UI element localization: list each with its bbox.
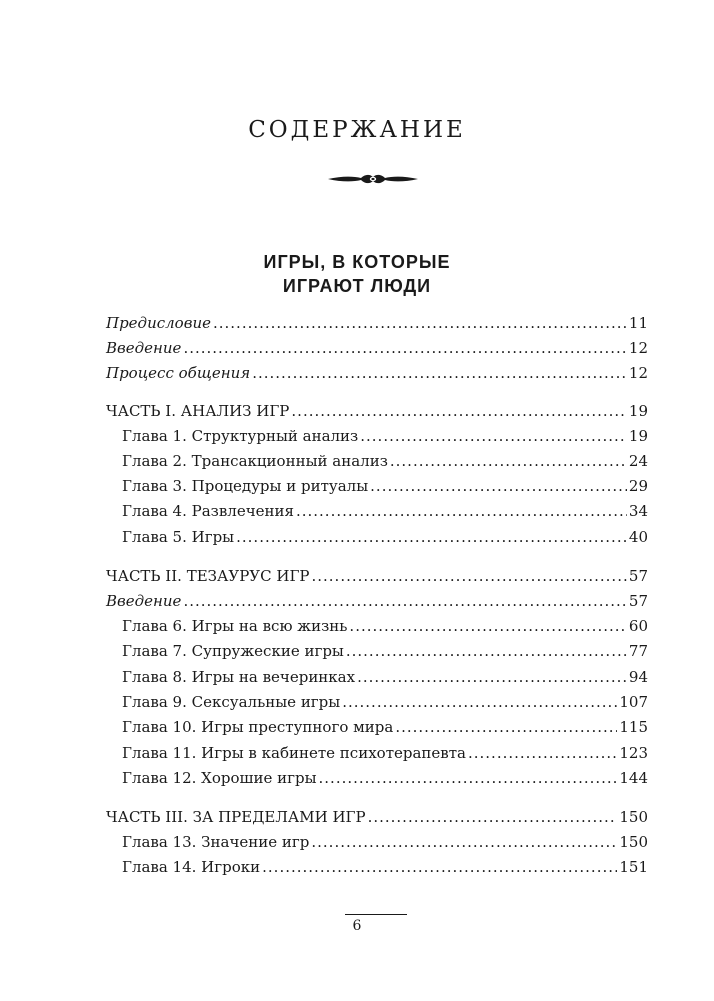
toc-entry-page: 12 <box>628 339 648 357</box>
toc-leader-dots <box>360 425 627 447</box>
toc-entry-page: 115 <box>619 718 648 736</box>
toc-entry <box>122 831 648 853</box>
toc-entry-title: Предисловие <box>106 314 211 332</box>
toc-entry-title: Глава 8. Игры на вечеринках <box>122 668 356 686</box>
toc-entry-page: 57 <box>628 592 648 610</box>
toc-leader-dots <box>262 856 617 878</box>
toc-leader-dots <box>370 475 627 497</box>
toc-leader-dots <box>291 400 627 422</box>
toc-entry-title: Глава 4. Развлечения <box>122 502 294 520</box>
toc-entry-page: 12 <box>628 364 648 382</box>
toc-leader-dots <box>311 831 617 853</box>
toc-entry <box>122 450 648 472</box>
toc-entry-title: Глава 3. Процедуры и ритуалы <box>122 477 369 495</box>
toc-entry <box>106 400 648 422</box>
toc-entry <box>122 767 648 789</box>
toc-entry <box>122 425 648 447</box>
toc-entry-page: 151 <box>619 858 648 876</box>
toc-entry <box>106 312 648 334</box>
footer-rule <box>345 914 407 915</box>
book-title <box>0 250 714 298</box>
toc-entry-title: Глава 2. Трансакционный анализ <box>122 452 388 470</box>
toc-entry-page: 29 <box>628 477 648 495</box>
toc-leader-dots <box>183 590 626 612</box>
book-title-line-1: ИГРЫ, В КОТОРЫЕ <box>263 252 451 272</box>
toc-entry-title: Глава 13. Значение игр <box>122 833 310 851</box>
toc-leader-dots <box>319 767 618 789</box>
toc-entry <box>106 362 648 384</box>
toc-leader-dots <box>468 742 617 764</box>
toc-leader-dots <box>349 615 626 637</box>
toc-entry-title: Глава 7. Супружеские игры <box>122 642 344 660</box>
page-number: 6 <box>352 918 362 934</box>
toc-entry-title: Глава 11. Игры в кабинете психотерапевта <box>122 744 466 762</box>
toc-entry <box>122 615 648 637</box>
toc-entry-page: 150 <box>619 808 648 826</box>
contents-heading: СОДЕРЖАНИЕ <box>248 117 466 143</box>
toc-entry-title: ЧАСТЬ II. ТЕЗАУРУС ИГР <box>106 567 310 585</box>
toc-leader-dots <box>252 362 627 384</box>
toc-entry <box>106 337 648 359</box>
toc-entry <box>122 666 648 688</box>
toc-leader-dots <box>236 526 627 548</box>
toc-entry <box>122 640 648 662</box>
toc-entry-page: 123 <box>619 744 648 762</box>
toc-entry-page: 107 <box>619 693 648 711</box>
toc-entry-page: 11 <box>628 314 648 332</box>
toc-entry <box>122 691 648 713</box>
toc-leader-dots <box>390 450 627 472</box>
toc-entry-page: 144 <box>619 769 648 787</box>
toc-entry-title: Глава 9. Сексуальные игры <box>122 693 341 711</box>
toc-entry-page: 19 <box>628 402 648 420</box>
toc-entry <box>122 526 648 548</box>
toc-entry-page: 57 <box>628 567 648 585</box>
toc-entry-page: 94 <box>628 668 648 686</box>
toc-entry-title: Глава 12. Хорошие игры <box>122 769 317 787</box>
toc-entry <box>122 716 648 738</box>
toc-entry-page: 77 <box>628 642 648 660</box>
toc-entry <box>106 565 648 587</box>
toc-entry <box>122 475 648 497</box>
toc-entry-title: Введение <box>106 592 182 610</box>
toc-entry-page: 150 <box>619 833 648 851</box>
toc-entry-page: 60 <box>628 617 648 635</box>
toc-entry-title: Глава 14. Игроки <box>122 858 261 876</box>
toc-entry-title: Глава 5. Игры <box>122 528 235 546</box>
toc-entry <box>122 856 648 878</box>
toc-leader-dots <box>342 691 617 713</box>
book-title-line-2: ИГРАЮТ ЛЮДИ <box>282 276 432 296</box>
toc-entry-title: Процесс общения <box>106 364 251 382</box>
toc-leader-dots <box>368 806 618 828</box>
toc-entry <box>122 500 648 522</box>
toc-entry-title: Глава 1. Структурный анализ <box>122 427 359 445</box>
toc-entry <box>106 806 648 828</box>
toc-leader-dots <box>296 500 627 522</box>
toc-entry-title: ЧАСТЬ I. АНАЛИЗ ИГР <box>106 402 290 420</box>
toc-entry-page: 40 <box>628 528 648 546</box>
toc-entry-page: 24 <box>628 452 648 470</box>
toc-entry-title: ЧАСТЬ III. ЗА ПРЕДЕЛАМИ ИГР <box>106 808 366 826</box>
toc-leader-dots <box>183 337 626 359</box>
toc-leader-dots <box>213 312 627 334</box>
toc-entry-title: Введение <box>106 339 182 357</box>
toc-leader-dots <box>346 640 627 662</box>
toc-entry-title: Глава 10. Игры преступного мира <box>122 718 394 736</box>
toc-entry <box>122 742 648 764</box>
toc-entry <box>106 590 648 612</box>
toc-entry-page: 34 <box>628 502 648 520</box>
toc-entry-page: 19 <box>628 427 648 445</box>
toc-leader-dots <box>357 666 627 688</box>
ornament-divider-icon <box>327 172 419 186</box>
toc-leader-dots <box>311 565 626 587</box>
toc-leader-dots <box>395 716 617 738</box>
toc-entry-title: Глава 6. Игры на всю жизнь <box>122 617 348 635</box>
